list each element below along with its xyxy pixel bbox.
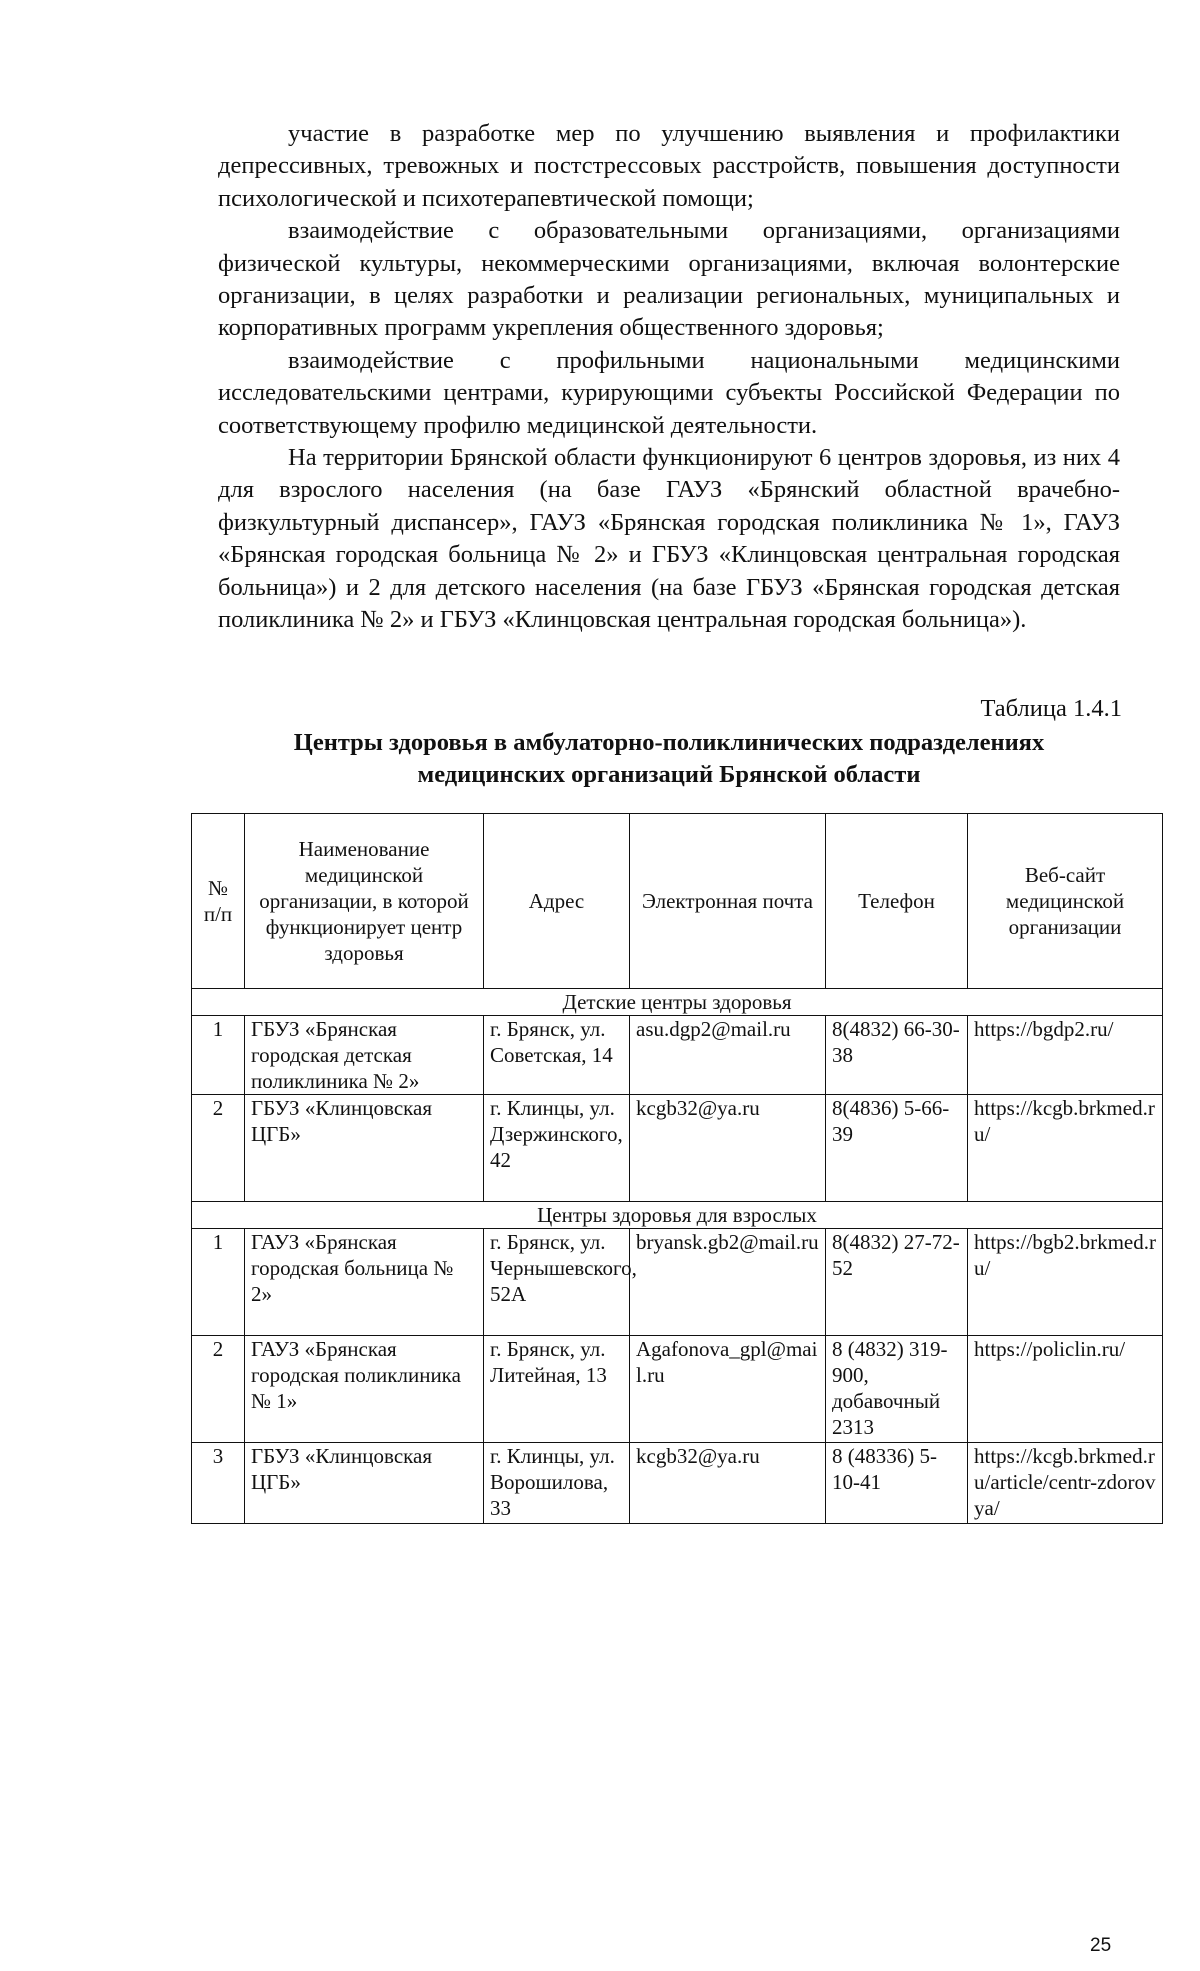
cell-organization: ГАУЗ «Брянская городская поликлиника № 1» [245, 1336, 484, 1443]
paragraph: взаимодействие с профильными национальными медицинскими исследовательскими центрами, курирующими субъекты Российской Федерации по соответствующему профилю медицинской деятельности. [218, 346, 1120, 439]
cell-website: https://kcgb.brkmed.ru/ [968, 1095, 1163, 1202]
section-title: Детские центры здоровья [192, 989, 1163, 1016]
cell-phone: 8 (48336) 5-10-41 [826, 1443, 968, 1524]
table-row [192, 1095, 1163, 1202]
cell-address: г. Клинцы, ул. Ворошилова, 33 [484, 1443, 630, 1524]
cell-organization: ГБУЗ «Клинцовская ЦГБ» [245, 1443, 484, 1524]
cell-address: г. Брянск, ул. Чернышевского, 52А [484, 1229, 630, 1336]
header-cell: № п/п [192, 814, 245, 989]
cell-website: https://bgb2.brkmed.ru/ [968, 1229, 1163, 1336]
cell-number: 1 [192, 1229, 245, 1336]
table-title: Центры здоровья в амбулаторно-поликлинических подразделениях медицинских организаций Брянской области [293, 729, 1045, 788]
table-row [192, 1229, 1163, 1336]
section-row [192, 1202, 1163, 1229]
header-cell: Телефон [826, 814, 968, 989]
cell-address: г. Клинцы, ул. Дзержинского, 42 [484, 1095, 630, 1202]
header-cell: Адрес [484, 814, 630, 989]
cell-phone: 8(4832) 27-72-52 [826, 1229, 968, 1336]
cell-number: 2 [192, 1336, 245, 1443]
table-row [192, 1336, 1163, 1443]
paragraph: На территории Брянской области функционируют 6 центров здоровья, из них 4 для взрослого населения (на базе ГАУЗ «Брянский областной врачебно-физкультурный диспансер», ГАУЗ «Брянская городская поликлиника № 1», ГАУЗ «Брянская городская больница № 2» и ГБУЗ «Клинцовская центральная городская больница») и 2 для детского населения (на базе ГБУЗ «Брянская городская детская поликлиника № 2» и ГБУЗ «Клинцовская центральная городская больница»). [218, 444, 1120, 634]
table-caption: Таблица 1.4.1 [980, 695, 1122, 722]
cell-email: Agafonova_gpl@mail.ru [630, 1336, 826, 1443]
page-number: 25 [1090, 1935, 1112, 1956]
cell-address: г. Брянск, ул. Литейная, 13 [484, 1336, 630, 1443]
cell-organization: ГБУЗ «Брянская городская детская поликлиника № 2» [245, 1016, 484, 1095]
cell-organization: ГБУЗ «Клинцовская ЦГБ» [245, 1095, 484, 1202]
cell-email: asu.dgp2@mail.ru [630, 1016, 826, 1095]
table-header-row [192, 814, 1163, 989]
cell-email: kcgb32@ya.ru [630, 1095, 826, 1202]
cell-website: https://bgdp2.ru/ [968, 1016, 1163, 1095]
cell-phone: 8(4836) 5-66-39 [826, 1095, 968, 1202]
cell-number: 3 [192, 1443, 245, 1524]
cell-organization: ГАУЗ «Брянская городская больница № 2» [245, 1229, 484, 1336]
paragraph: участие в разработке мер по улучшению выявления и профилактики депрессивных, тревожных и постстрессовых расстройств, повышения доступности психологической и психотерапевтической помощи; [218, 120, 1120, 212]
cell-website: https://policlin.ru/ [968, 1336, 1163, 1443]
section-row [192, 989, 1163, 1016]
cell-website: https://kcgb.brkmed.ru/article/centr-zdorovya/ [968, 1443, 1163, 1524]
health-centers-table [191, 813, 1163, 1524]
cell-number: 1 [192, 1016, 245, 1095]
header-cell: Веб-сайт медицинской организации [968, 814, 1163, 989]
section-title: Центры здоровья для взрослых [192, 1202, 1163, 1229]
cell-number: 2 [192, 1095, 245, 1202]
paragraph: взаимодействие с образовательными организациями, организациями физической культуры, некоммерческими организациями, включая волонтерские организации, в целях разработки и реализации региональных, муниципальных и корпоративных программ укрепления общественного здоровья; [218, 217, 1120, 342]
cell-email: kcgb32@ya.ru [630, 1443, 826, 1524]
body-text [218, 118, 1120, 637]
cell-phone: 8 (4832) 319-900, добавочный 2313 [826, 1336, 968, 1443]
cell-phone: 8(4832) 66-30-38 [826, 1016, 968, 1095]
cell-email: bryansk.gb2@mail.ru [630, 1229, 826, 1336]
header-cell: Электронная почта [630, 814, 826, 989]
cell-address: г. Брянск, ул. Советская, 14 [484, 1016, 630, 1095]
table-row [192, 1443, 1163, 1524]
table-row [192, 1016, 1163, 1095]
header-cell: Наименование медицинской организации, в которой функционирует центр здоровья [245, 814, 484, 989]
